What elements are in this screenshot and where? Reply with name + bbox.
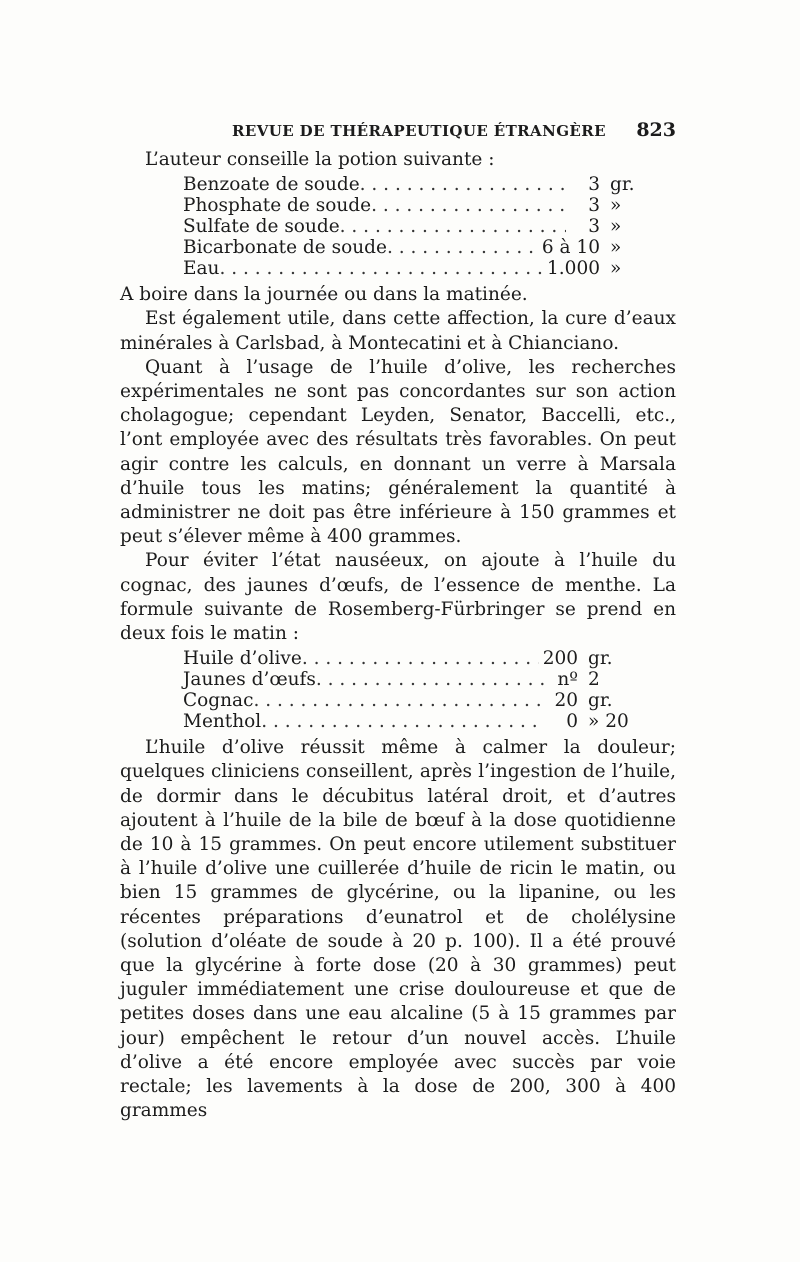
paragraph: Quant à l’usage de l’huile d’olive, les recherches expérimentales ne sont pas concordantes sur son action cholagogue; cependant Leyden, Senator, Baccelli, etc., l’ont employée avec des résultats très favorables. On peut agir contre les calculs, en donnant un verre à Marsala d’huile tous les matins; généralement la quantité à administrer ne doit pas être inférieure à 150 grammes et peut s’élever même à 400 grammes. <box>120 356 676 548</box>
dot-leader <box>316 669 544 690</box>
ingredient-unit: gr. <box>588 648 613 670</box>
dot-leader <box>219 258 543 279</box>
recipe-row <box>183 174 658 195</box>
dot-leader <box>253 690 544 711</box>
page-number: 823 <box>636 119 676 141</box>
ingredient-name: Sulfate de soude <box>183 216 340 238</box>
ingredient-unit: » <box>610 258 622 280</box>
recipe-row <box>183 648 658 669</box>
recipe-rosemberg <box>183 648 658 732</box>
ingredient-qty: 20 <box>554 690 578 712</box>
dosage-note: A boire dans la journée ou dans la matinée. <box>120 284 528 306</box>
dot-leader <box>360 174 566 195</box>
running-title: REVUE DE THÉRAPEUTIQUE ÉTRANGÈRE <box>232 122 606 140</box>
paragraph: Est également utile, dans cette affection, la cure d’eaux minérales à Carlsbad, à Montecatini et à Chianciano. <box>120 308 676 354</box>
ingredient-unit: » <box>610 237 622 259</box>
ingredient-qty: nº <box>557 669 578 691</box>
ingredient-unit: gr. <box>610 174 635 196</box>
ingredient-qty: 3 <box>588 195 600 217</box>
ingredient-name: Huile d’olive <box>183 648 302 670</box>
ingredient-qty: 3 <box>588 216 600 238</box>
recipe-potion <box>183 174 658 279</box>
ingredient-qty: 1.000 <box>547 258 600 280</box>
dot-leader <box>387 237 538 258</box>
recipe-row <box>183 711 658 732</box>
dot-leader <box>261 711 544 732</box>
ingredient-unit: » <box>610 216 622 238</box>
ingredient-unit: » 20 <box>588 711 629 733</box>
paragraph: Pour éviter l’état nauséeux, on ajoute à l’huile du cognac, des jaunes d’œufs, de l’essence de menthe. La formule suivante de Rosemberg-Fürbringer se prend en deux fois le matin : <box>120 550 676 645</box>
dot-leader <box>340 216 566 237</box>
ingredient-unit: 2 <box>588 669 600 691</box>
dot-leader <box>371 195 566 216</box>
ingredient-qty: 3 <box>588 174 600 196</box>
ingredient-unit: » <box>610 195 622 217</box>
dot-leader <box>302 648 539 669</box>
ingredient-qty: 6 à 10 <box>541 237 600 259</box>
ingredient-qty: 0 <box>566 711 578 733</box>
recipe-row <box>183 690 658 711</box>
body-text <box>120 148 676 1124</box>
paragraph: L’huile d’olive réussit même à calmer la douleur; quelques cliniciens conseillent, après l’ingestion de l’huile, de dormir dans le décubitus latéral droit, et d’autres ajoutent à l’huile de la bile de bœuf à la dose quotidienne de 10 à 15 grammes. On peut encore utilement substituer à l’huile d’olive une cuillerée d’huile de ricin le matin, ou bien 15 grammes de glycérine, ou la lipanine, ou les récentes préparations d’eunatrol et de cholélysine (solution d’oléate de soude à 20 p. 100). Il a été prouvé que la glycérine à forte dose (20 à 30 grammes) peut juguler immédiatement une crise douloureuse et que de petites doses dans une eau alcaline (5 à 15 grammes par jour) empêchent le retour d’un nouvel accès. L’huile d’olive a été encore employée avec succès par voie rectale; les lavements à la dose de 200, 300 à 400 grammes <box>120 737 676 1122</box>
ingredient-name: Bicarbonate de soude <box>183 237 387 259</box>
recipe-row <box>183 216 658 237</box>
ingredient-name: Cognac <box>183 690 254 712</box>
recipe-row <box>183 258 658 279</box>
ingredient-name: Jaunes d’œufs <box>183 669 316 691</box>
running-head <box>120 119 676 144</box>
ingredient-unit: gr. <box>588 690 613 712</box>
recipe-row <box>183 237 658 258</box>
recipe-row <box>183 669 658 690</box>
ingredient-name: Phosphate de soude <box>183 195 372 217</box>
recipe-row <box>183 195 658 216</box>
intro-line: L’auteur conseille la potion suivante : <box>145 149 495 170</box>
ingredient-name: Eau <box>183 258 220 280</box>
ingredient-name: Benzoate de soude <box>183 174 360 196</box>
ingredient-qty: 200 <box>542 648 578 670</box>
ingredient-name: Menthol <box>183 711 262 733</box>
